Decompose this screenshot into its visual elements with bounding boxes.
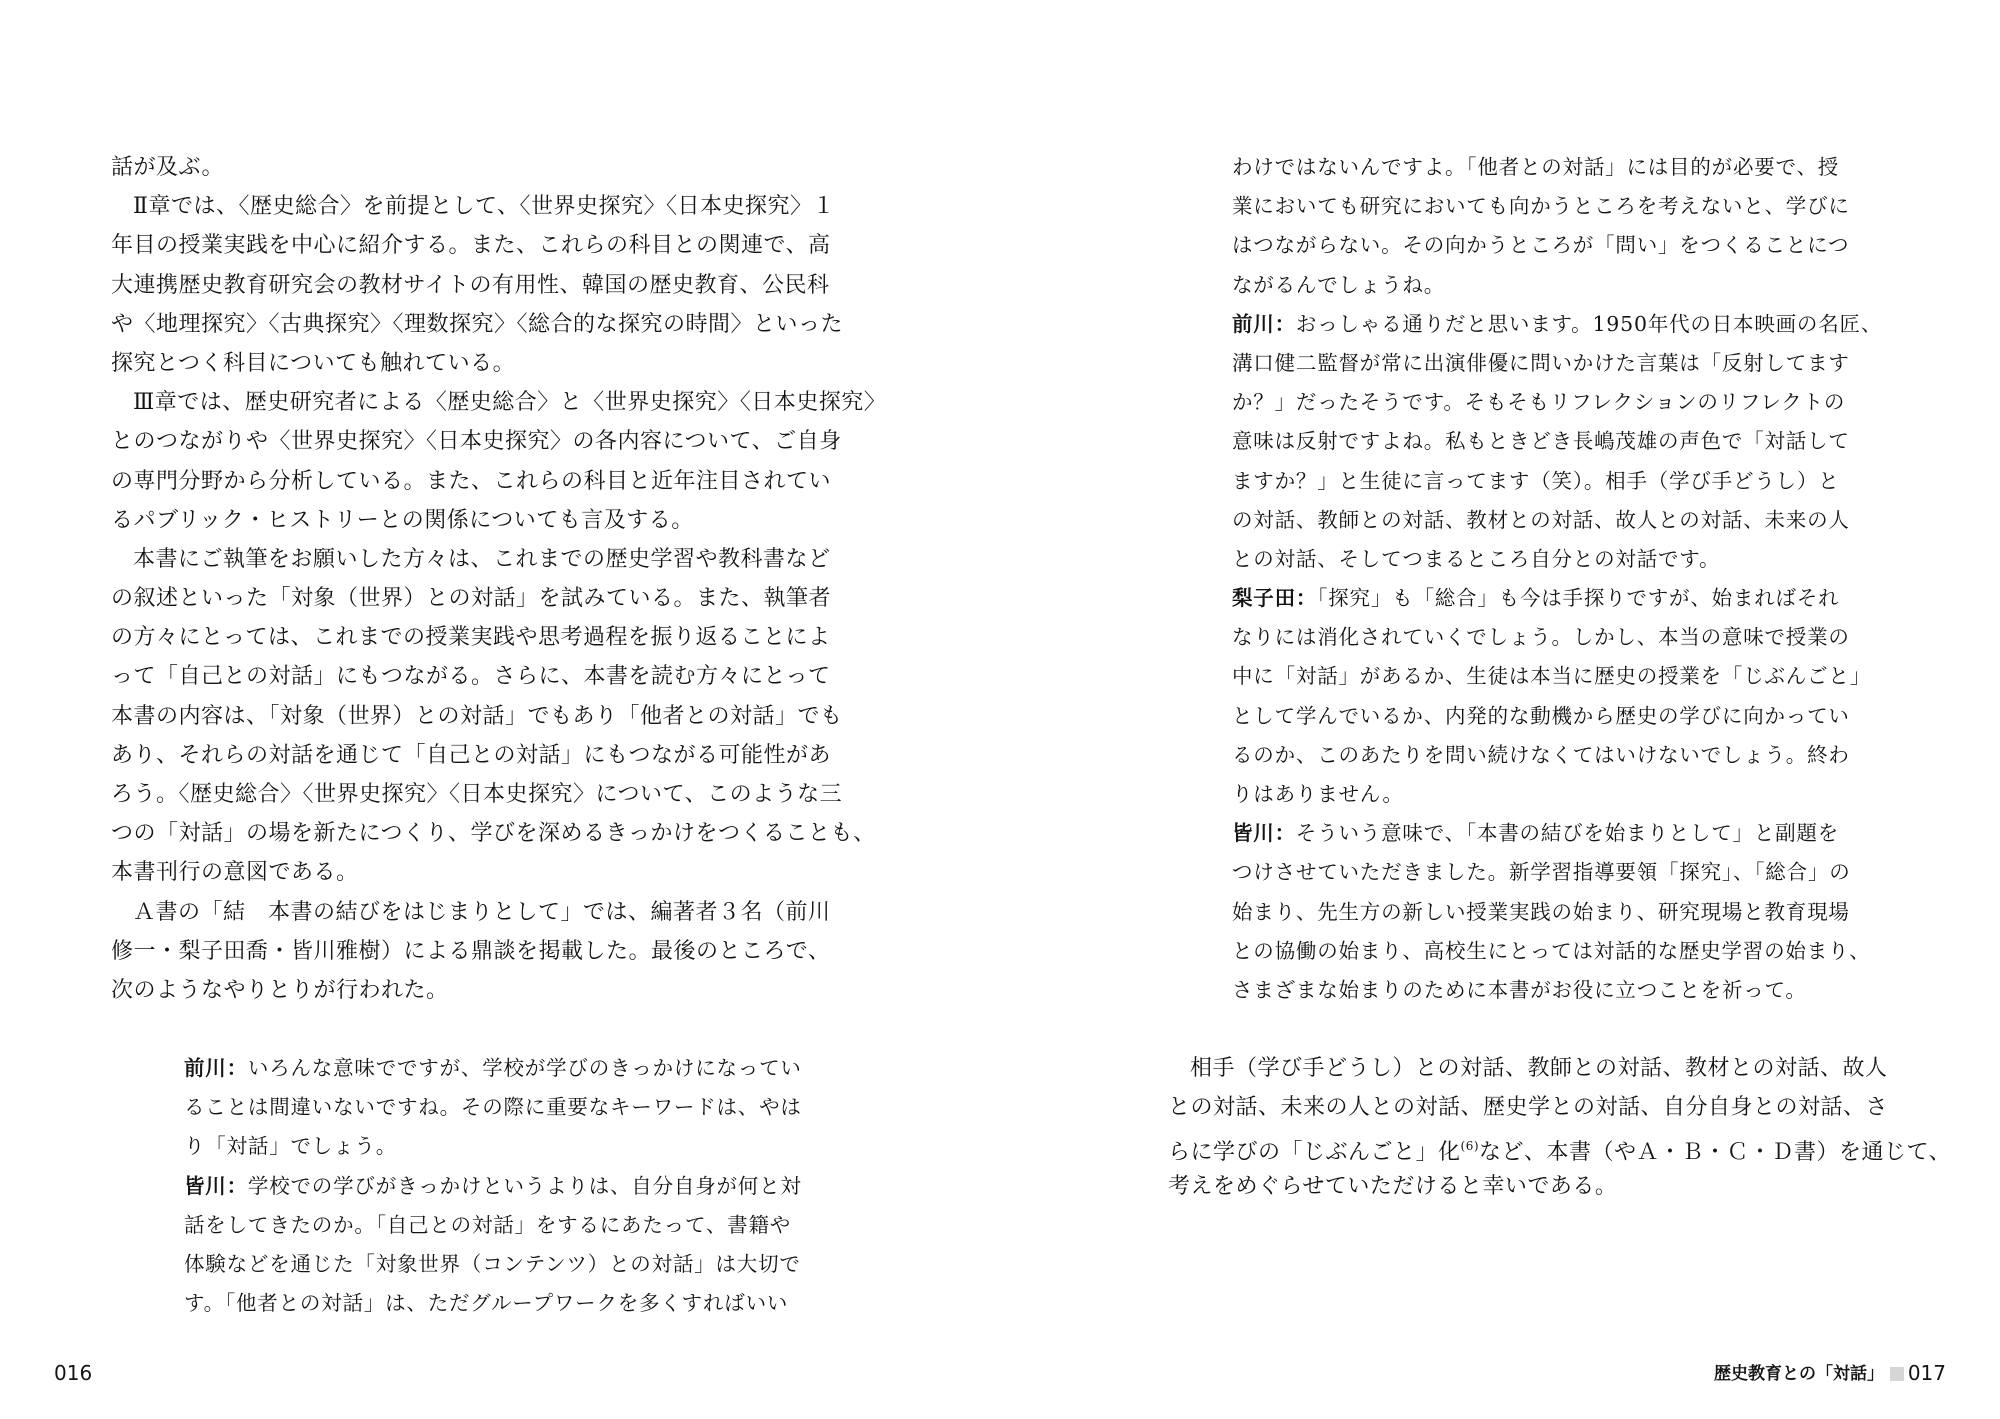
- dialogue-text: わけではないんですよ。「他者との対話」には目的が必要で、授: [1232, 155, 1840, 179]
- dialogue-line: [1232, 344, 1850, 383]
- dialogue-text: り「対話」でしょう。: [184, 1134, 397, 1159]
- body-line: Ａ書の「結 本書の結びをはじまりとして」では、編著者３名（前川: [133, 899, 831, 925]
- body-line: Ⅱ章では、〈歴史総合〉を前提として、〈世界史探究〉〈日本史探究〉１: [133, 194, 836, 220]
- body-line: ろう。〈歴史総合〉〈世界史探究〉〈日本史探究〉について、このような三: [111, 782, 843, 807]
- body-line: 大連携歴史教育研究会の教材サイトの有用性、韓国の歴史教育、公民科: [111, 272, 830, 298]
- body-line: の方々にとっては、これまでの授業実践や思考過程を振り返ることによ: [111, 625, 831, 651]
- dialogue-text: 体験などを通じた「対象世界（コンテンツ）との対話」は大切で: [184, 1251, 801, 1276]
- dialogue-line: [1232, 305, 1883, 344]
- left-body-text: [111, 148, 887, 1010]
- dialogue-text: ますか？」と生徒に言ってます（笑）。相手（学び手どうし）と: [1232, 468, 1840, 493]
- dialogue-line: [1232, 814, 1842, 853]
- dialogue-text: 中に「対話」があるか、生徒は本当に歴史の授業を「じぶんごと」: [1232, 664, 1871, 689]
- dialogue-text: との協働の始まり、高校生にとっては対話的な歴史学習の始まり、: [1232, 938, 1871, 963]
- body-line: 探究とつく科目についても触れている。: [111, 350, 516, 376]
- closing-paragraph: [1168, 1049, 1952, 1206]
- body-line: 本書刊行の意図である。: [111, 860, 359, 886]
- dialogue-text: おっしゃる通りだと思います。1950年代の日本映画の名匠、: [1295, 311, 1883, 336]
- body-line: つの「対話」の場を新たにつくり、学びを深めるきっかけをつくることも、: [111, 821, 876, 847]
- dialogue-line: [1232, 266, 1842, 305]
- speaker-label: 梨子田：: [1232, 586, 1318, 611]
- page-number-right: 017: [1907, 1361, 1946, 1385]
- dialogue-text: なりには消化されていくでしょう。しかし、本当の意味で授業の: [1232, 625, 1850, 650]
- dialogue-text: の対話、教師との対話、教材との対話、故人との対話、未来の人: [1232, 507, 1850, 532]
- running-head: 歴史教育との「対話」: [1714, 1364, 1884, 1384]
- dialogue-text: 「探究」も「総合」も今は手探りですが、始まればそれ: [1317, 586, 1840, 611]
- dialogue-line: [1232, 383, 1846, 422]
- dialogue-text: 話をしてきたのか。「自己との対話」をするにあたって、書籍や: [184, 1212, 792, 1237]
- dialogue-text: 学校での学びがきっかけというよりは、自分自身が何と対: [247, 1173, 802, 1198]
- dialogue-line: [1232, 540, 1842, 579]
- right-page: [1000, 0, 2000, 1419]
- dialogue-line: [1232, 187, 1850, 226]
- dialogue-line: [184, 1206, 804, 1245]
- dialogue-line: [1232, 422, 1850, 461]
- speaker-label: 前川：: [1232, 311, 1296, 336]
- dialogue-line: [184, 1284, 804, 1323]
- dialogue-text: そういう意味で、「本書の結びを始まりとして」と副題を: [1295, 821, 1840, 846]
- dialogue-line: [1232, 657, 1871, 696]
- dialogue-line: [184, 1049, 804, 1088]
- speaker-label: 皆川：: [1232, 821, 1296, 846]
- dialogue-line: [1232, 893, 1850, 932]
- dialogue-text: はつながらない。その向かうところが「問い」をつくることにつ: [1232, 233, 1850, 258]
- dialogue-text: つけさせていただきました。新学習指導要領「探究」、「総合」の: [1232, 860, 1851, 885]
- dialogue-text: 始まり、先生方の新しい授業実践の始まり、研究現場と教育現場: [1232, 899, 1850, 924]
- dialogue-text: 業においても研究においても向かうところを考えないと、学びに: [1232, 194, 1850, 219]
- dialogue-line: [184, 1127, 804, 1166]
- body-line: Ⅲ章では、歴史研究者による〈歴史総合〉と〈世界史探究〉〈日本史探究〉: [133, 390, 887, 416]
- dialogue-text: いろんな意味でですが、学校が学びのきっかけになってい: [247, 1056, 802, 1080]
- body-line: って「自己との対話」にもつながる。さらに、本書を読む方々にとって: [111, 664, 831, 690]
- dialogue-text: 溝口健二監督が常に出演俳優に問いかけた言葉は「反射してます: [1232, 350, 1850, 375]
- body-line: 相手（学び手どうし）との対話、教師との対話、教材との対話、故人: [1190, 1056, 1888, 1081]
- dialogue-line: [1232, 697, 1850, 736]
- body-line: 修一・梨子田喬・皆川雅樹）による鼎談を掲載した。最後のところで、: [111, 938, 831, 964]
- dialogue-line: [1232, 501, 1850, 540]
- body-line: 年目の授業実践を中心に紹介する。また、これらの科目との関連で、高: [111, 233, 831, 259]
- dialogue-text: りはありません。: [1232, 782, 1404, 806]
- section-marker-icon: [1890, 1367, 1904, 1381]
- dialogue-text: ながるんでしょうね。: [1232, 272, 1445, 297]
- dialogue-line: [1232, 462, 1842, 501]
- body-text: など、本書（やＡ・Ｂ・Ｃ・Ｄ書）を通じて、: [1479, 1140, 1952, 1166]
- speaker-label: 前川：: [184, 1056, 248, 1080]
- dialogue-text: として学んでいるか、内発的な動機から歴史の学びに向かってい: [1232, 703, 1850, 728]
- body-line: 考えをめぐらせていただけると幸いである。: [1168, 1173, 1618, 1199]
- dialogue-line: [1232, 932, 1871, 971]
- dialogue-line: [1232, 618, 1850, 657]
- page-number-left: 016: [54, 1361, 93, 1385]
- dialogue-line: [1232, 148, 1842, 187]
- body-line: 本書の内容は、「対象（世界）との対話」でもあり「他者との対話」でも: [111, 703, 843, 729]
- body-text: らに学びの「じぶんごと」化: [1168, 1140, 1461, 1166]
- dialogue-text: か？」だったそうです。そもそもリフレクションのリフレクトの: [1232, 390, 1846, 415]
- dialogue-line: [184, 1088, 804, 1127]
- body-line: の専門分野から分析している。また、これらの科目と近年注目されてい: [111, 468, 832, 494]
- body-line: や〈地理探究〉〈古典探究〉〈理数探究〉〈総合的な探究の時間〉といった: [111, 311, 844, 337]
- body-line: とのつながりや〈世界史探究〉〈日本史探究〉の各内容について、ご自身: [111, 429, 842, 455]
- dialogue-line: [184, 1245, 804, 1284]
- dialogue-line: [1232, 579, 1842, 618]
- left-dialogue-block: [184, 1049, 804, 1323]
- dialogue-text: さまざまな始まりのために本書がお役に立つことを祈って。: [1232, 977, 1807, 1002]
- dialogue-line: [1232, 775, 1842, 814]
- dialogue-text: ることは間違いないですね。その際に重要なキーワードは、やは: [184, 1095, 802, 1120]
- dialogue-line: [184, 1167, 804, 1206]
- dialogue-line: [1232, 853, 1851, 892]
- body-line: あり、それらの対話を通じて「自己との対話」にもつながる可能性があ: [111, 742, 832, 768]
- dialogue-line: [1232, 226, 1850, 265]
- footnote-ref[interactable]: (6): [1460, 1139, 1480, 1154]
- body-line: の叙述といった「対象（世界）との対話」を試みている。また、執筆者: [111, 586, 832, 612]
- speaker-label: 皆川：: [184, 1173, 248, 1198]
- dialogue-text: るのか、このあたりを問い続けなくてはいけないでしょう。終わ: [1232, 742, 1850, 767]
- dialogue-line: [1232, 971, 1842, 1010]
- body-line: [1168, 1127, 1952, 1166]
- right-dialogue-block: [1232, 148, 1883, 1010]
- body-line: 本書にご執筆をお願いした方々は、これまでの歴史学習や教科書など: [133, 546, 831, 572]
- body-line: 次のようなやりとりが行われた。: [111, 977, 449, 1003]
- dialogue-text: 意味は反射ですよね。私もときどき長嶋茂雄の声色で「対話して: [1232, 429, 1850, 454]
- dialogue-text: との対話、そしてつまるところ自分との対話です。: [1232, 546, 1721, 571]
- body-line: との対話、未来の人との対話、歴史学との対話、自分自身との対話、さ: [1168, 1095, 1889, 1121]
- body-line: るパブリック・ヒストリーとの関係についても言及する。: [111, 507, 694, 533]
- dialogue-text: す。「他者との対話」は、ただグループワークを多くすればいい: [184, 1291, 789, 1316]
- dialogue-line: [1232, 736, 1850, 775]
- body-line: 話が及ぶ。: [111, 155, 224, 180]
